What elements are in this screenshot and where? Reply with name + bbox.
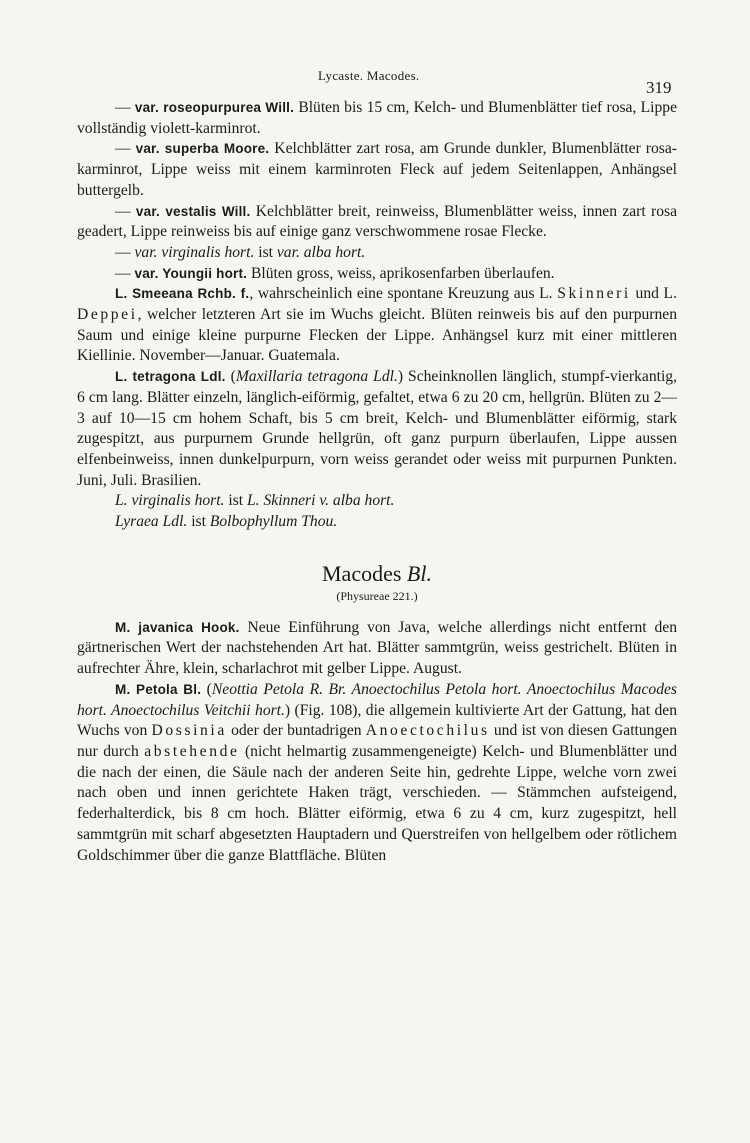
entry-var-youngii: — var. Youngii hort. Blüten gross, weiss, aprikosenfarben überlaufen.: [115, 264, 555, 282]
entry-var-roseopurpurea: — var. roseopurpurea Will. Blüten bis 15 cm, Kelch- und Blumenblätter tief rosa, Lippe vollständig violett-karminrot.: [77, 99, 678, 137]
page-header: [0, 68, 750, 97]
section-subtitle: (Physureae 221.): [336, 588, 418, 603]
entry-var-superba: — var. superba Moore. Kelchblätter zart rosa, am Grunde dunkler, Blumenblätter rosa-karminrot, Lippe weiss mit einem karminroten Fleck auf jedem Seitenlappen, Anhängsel buttergelb.: [77, 140, 677, 199]
page-body: [77, 98, 677, 866]
entry-var-virginalis: — var. virginalis hort. ist var. alba hort.: [115, 243, 366, 261]
page-number: 319: [646, 78, 672, 97]
entry-m-petola: M. Petola Bl. (Neottia Petola R. Br. Anoectochilus Petola hort. Anoectochilus Macodes hort. Anoectochilus Veitchii hort.) (Fig. 108), die allgemein kultivierte Art der Gattung, hat den Wuchs von Dossinia oder der buntadrigen Anoectochilus und ist von diesen Gattungen nur durch abstehende (nicht helmartig zusammengeneigte) Kelch- und Blumenblätter und die nach der einen, die Säule nach der anderen Seite hin, gedrehte Lippe, welche vorn zwei nach oben und innen gerichtete Haken trägt, verschieden. — Stämmchen aufsteigend, federhalterdick, bis 8 cm hoch. Blätter eiförmig, etwa 6 zu 4 cm, kurz zugespitzt, hell sammtgrün mit scharf abgesetzten Hauptadern und Querstreifen von hellgelbem oder rötlichem Goldschimmer über die ganze Blattfläche. Blüten: [77, 680, 678, 864]
entry-lyraea: Lyraea Ldl. ist Bolbophyllum Thou.: [115, 513, 338, 531]
entry-var-vestalis: — var. vestalis Will. Kelchblätter breit, reinweiss, Blumenblätter weiss, innen zart rosa geadert, Lippe reinweiss bis auf einige ganz verschwommene rosae Flecke.: [77, 202, 677, 241]
running-head: Lycaste. Macodes.: [318, 68, 420, 83]
entry-l-smeeana: L. Smeeana Rchb. f., wahrscheinlich eine spontane Kreuzung aus L. Skinneri und L. Deppei, welcher letzteren Art sie im Wuchs gleicht. Blüten reinweis bis auf den purpurnen Saum und einige kleine purpurne Flecken der Lippe. Anhängsel kurz mit einer mittleren Kiellinie. November—Januar. Guatemala.: [77, 285, 677, 365]
entry-l-tetragona: L. tetragona Ldl. (Maxillaria tetragona Ldl.) Scheinknollen länglich, stumpf-vierkantig, 6 cm lang. Blätter einzeln, länglich-eiförmig, gefaltet, etwa 6 zu 20 cm, hellgrün. Blüten zu 2—3 auf 10—15 cm hohem Schaft, bis 5 cm breit, Kelch- und Blumenblätter eiförmig, stark zugespitzt, aus purpurnem Grunde hellgrün, oft ganz purpurn überlaufen, Lippe aussen elfenbeinweiss, innen dunkelpurpurn, vorn weiss gerandet oder weiss mit purpurnen Punkten. Juni, Juli. Brasilien.: [77, 368, 677, 489]
entry-m-javanica: M. javanica Hook. Neue Einführung von Java, welche allerdings nicht entfernt den gärtnerischen Wert der nachstehenden Art hat. Blätter sammtgrün, weiss gestrichelt. Blüten in aufrechter Ähre, klein, scharlachrot mit gelber Lippe. August.: [77, 618, 677, 678]
entry-l-virginalis: L. virginalis hort. ist L. Skinneri v. alba hort.: [115, 492, 395, 510]
section-title: Macodes Bl.: [322, 560, 432, 586]
section-author: Bl.: [406, 560, 432, 586]
section-heading-macodes: [77, 561, 677, 604]
